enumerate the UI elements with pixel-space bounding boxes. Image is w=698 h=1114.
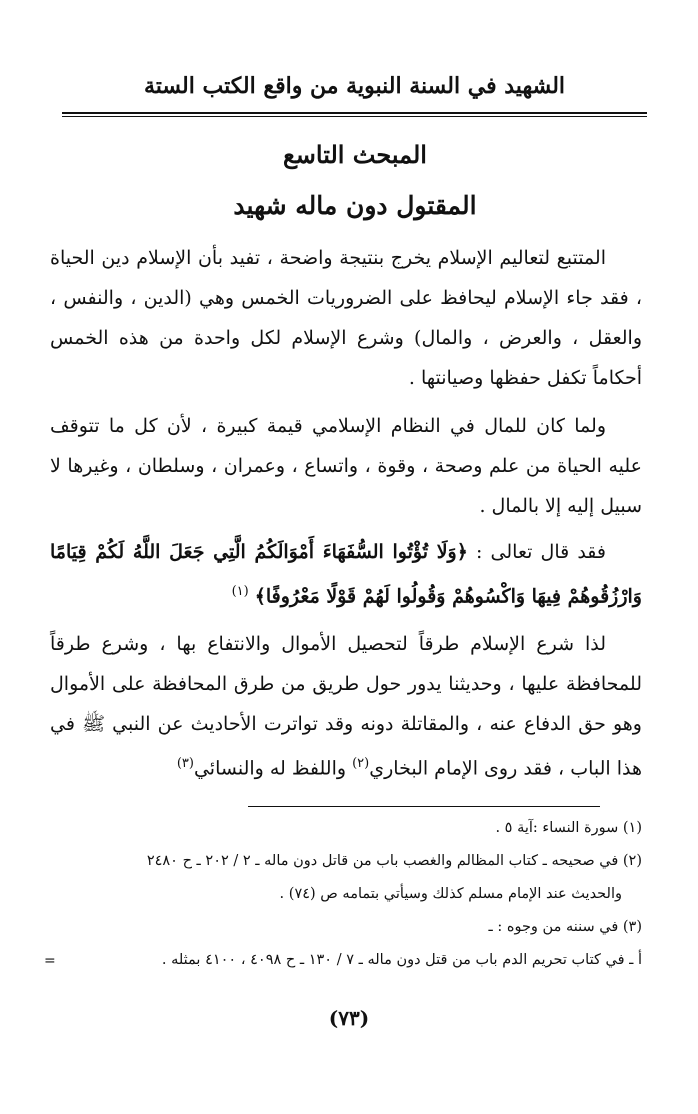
paragraph-4-text-b: واللفظ له والنسائي: [193, 757, 353, 780]
footnote-2-line-1: (٢) في صحيحه ـ كتاب المظالم والغصب باب من قاتل دون ماله ـ ٢ / ٢٠٢ ـ ح ٢٤٨٠: [146, 853, 642, 869]
continuation-mark: =: [44, 953, 56, 969]
footnote-ref-2: (٢): [352, 756, 370, 771]
section-title: المقتول دون ماله شهيد: [233, 191, 477, 220]
footnote-ref-3: (٣): [176, 756, 194, 771]
footnote-separator: [248, 806, 600, 807]
footnotes: [64, 812, 642, 977]
quran-verse: ﴿وَلَا تُؤْتُوا السُّفَهَاءَ أَمْوَالَكُمُ الَّتِي جَعَلَ اللَّهُ لَكُمْ قِيَامًا وَارْزُقُوهُمْ فِيهَا وَاكْسُوهُمْ وَقُولُوا لَهُمْ قَوْلًا مَعْرُوفًا﴾: [50, 541, 642, 608]
paragraph-2: ولما كان للمال في النظام الإسلامي قيمة كبيرة ، لأن كل ما تتوقف عليه الحياة من علم وصحة ، وقوة ، واتساع ، وعمران ، وسلطان ، وغيرها لا سبيل إليه إلا بالمال .: [50, 415, 642, 517]
footnote-1: (١) سورة النساء :آية ٥ .: [495, 820, 642, 836]
paragraph-4: [50, 624, 642, 788]
header-rule: [62, 116, 647, 117]
paragraph-4-text-a: لذا شرع الإسلام طرقاً لتحصيل الأموال والانتفاع بها ، وشرع طرقاً للمحافظة عليها ، وحديثنا يدور حول طريق من طرق المحافظة على الأموال وهو حق الدفاع عنه ، والمقاتلة دونه وقد تواترت الأحاديث عن النبي ﷺ في هذا الباب ، فقد روى الإمام البخاري: [50, 633, 642, 780]
footnote-3-line-2: أ ـ في كتاب تحريم الدم باب من قتل دون ماله ـ ٧ / ١٣٠ ـ ح ٤٠٩٨ ، ٤١٠٠ بمثله .: [161, 952, 642, 968]
footnote-ref-1: (١): [231, 584, 249, 599]
footnote-3-line-1: (٣) في سننه من وجوه : ـ: [488, 919, 642, 935]
page-number: (٧٣): [328, 1006, 370, 1030]
paragraph-3: [50, 532, 642, 616]
running-header: الشهيد في السنة النبوية من واقع الكتب الستة: [62, 66, 647, 114]
verse-intro: فقد قال تعالى :: [476, 541, 607, 563]
footnote-2-line-2: والحديث عند الإمام مسلم كذلك وسيأتي بتمامه ص (٧٤) .: [279, 886, 622, 902]
section-subtitle: المبحث التاسع: [283, 140, 427, 169]
paragraph-1: المتتبع لتعاليم الإسلام يخرج بنتيجة واضحة ، تفيد بأن الإسلام دين الحياة ، فقد جاء الإسلام ليحافظ على الضروريات الخمس وهي (الدين ، والنفس ، والعقل ، والعرض ، والمال) وشرع الإسلام لكل واحدة من هذه الخمس أحكاماً تكفل حفظها وصيانتها .: [50, 247, 642, 389]
